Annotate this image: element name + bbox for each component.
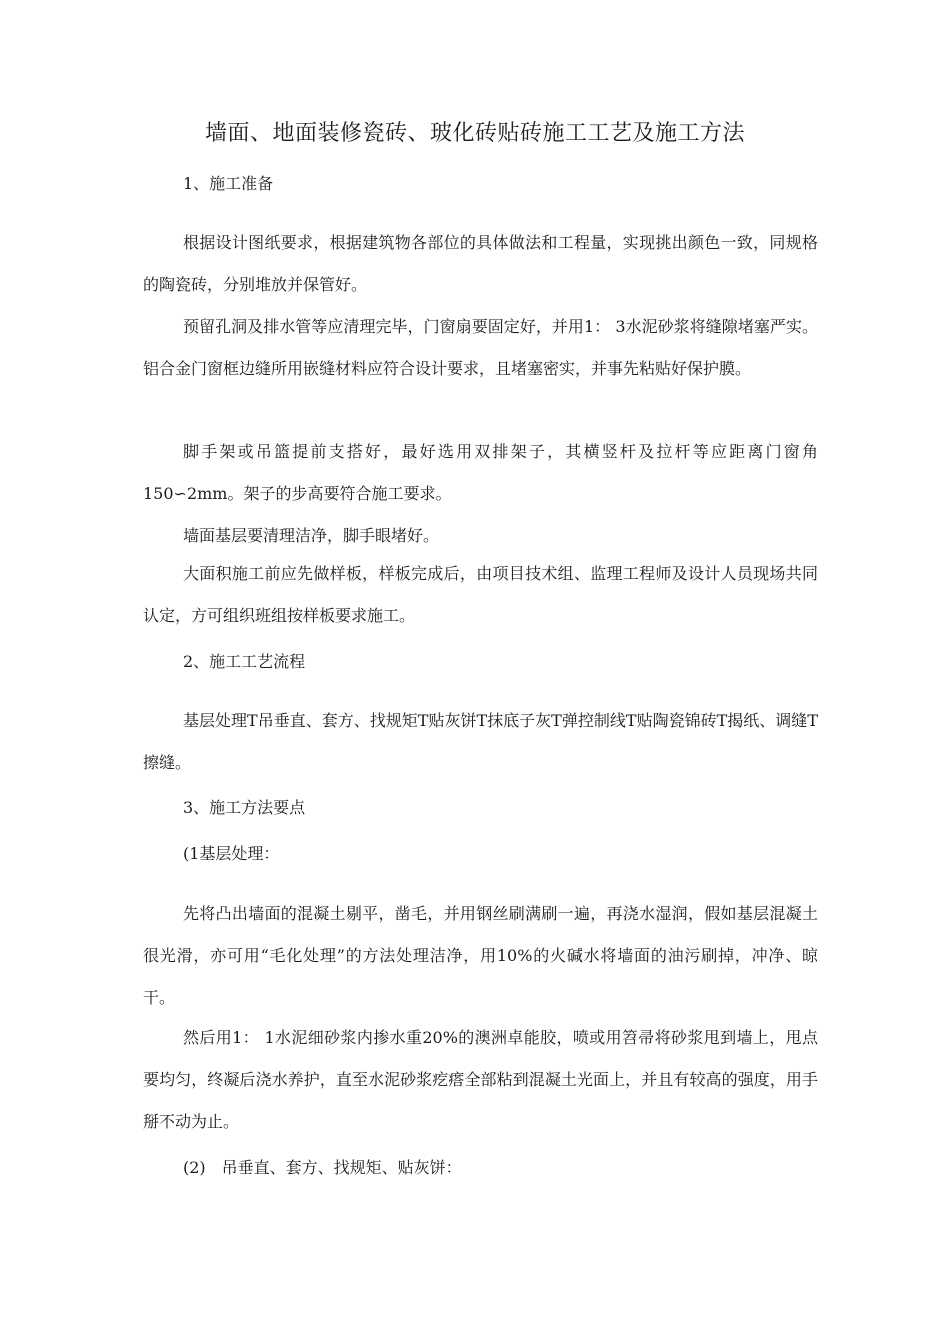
- paragraph-mortar-spray: 然后用1： 1水泥细砂浆内掺水重20%的澳洲卓能胶，喷或用笤帚将砂浆甩到墙上，甩点要均匀，终凝后浇水养护，直至水泥砂浆疙瘩全部粘到混凝土光面上，并且有较高的强度，用手掰不动为止。: [143, 1028, 818, 1131]
- subheading-base-treatment: (1基层处理：: [183, 844, 280, 863]
- paragraph-scaffolding: 脚手架或吊篮提前支搭好，最好选用双排架子，其横竖杆及拉杆等应距离门窗角150∽2mm。架子的步高要符合施工要求。: [143, 442, 818, 503]
- document-title: 墙面、地面装修瓷砖、玻化砖贴砖施工工艺及施工方法: [204, 121, 745, 146]
- paragraph-sample-board: 大面积施工前应先做样板，样板完成后，由项目技术组、监理工程师及设计人员现场共同认定，方可组织班组按样板要求施工。: [143, 564, 818, 625]
- paragraph-tile-selection: 根据设计图纸要求，根据建筑物各部位的具体做法和工程量，实现挑出颜色一致，同规格的陶瓷砖，分别堆放并保管好。: [143, 233, 818, 294]
- section-heading-method-points: 3、施工方法要点: [183, 798, 306, 817]
- subheading-plumb-alignment: (2) 吊垂直、套方、找规矩、贴灰饼：: [183, 1158, 462, 1177]
- paragraph-openings: 预留孔洞及排水管等应清理完毕，门窗扇要固定好，并用1： 3水泥砂浆将缝隙堵塞严实。铝合金门窗框边缝所用嵌缝材料应符合设计要求，且堵塞密实，并事先粘贴好保护膜。: [143, 317, 818, 378]
- section-heading-process-flow: 2、施工工艺流程: [183, 652, 306, 671]
- paragraph-wall-cleaning: 墙面基层要清理洁净，脚手眼堵好。: [183, 526, 440, 545]
- section-heading-preparation: 1、施工准备: [183, 174, 274, 193]
- paragraph-process-flow: 基层处理T吊垂直、套方、找规矩T贴灰饼T抹底子灰T弹控制线T贴陶瓷锦砖T揭纸、调缝T擦缝。: [143, 711, 818, 772]
- paragraph-base-treatment: 先将凸出墙面的混凝土剔平，凿毛，并用钢丝刷满刷一遍，再浇水湿润，假如基层混凝土很光滑，亦可用“毛化处理”的方法处理洁净，用10%的火碱水将墙面的油污刷掉，冲净、晾干。: [143, 904, 818, 1007]
